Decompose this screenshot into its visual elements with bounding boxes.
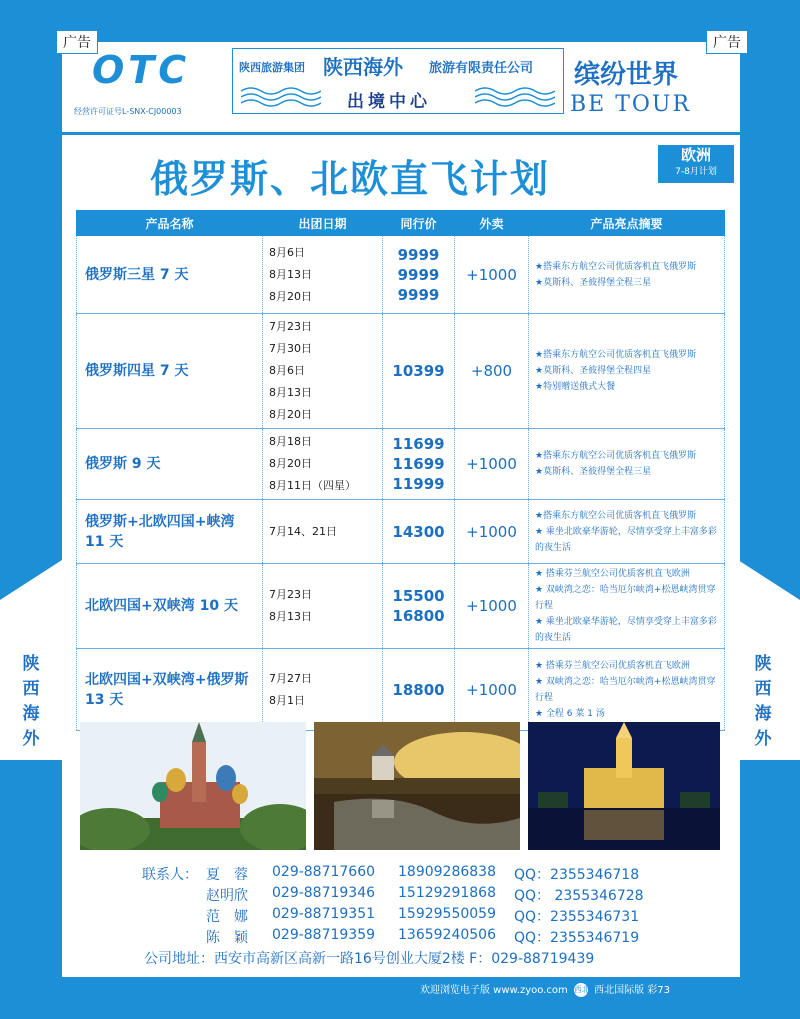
side-cut-right <box>738 560 800 600</box>
footer-page-number: 彩73 <box>647 985 671 996</box>
region-name: 欧洲 <box>680 146 711 164</box>
retail-markup: +1000 <box>455 649 529 731</box>
contact-phone: 029-88717660 <box>272 864 376 880</box>
table-row <box>77 564 725 649</box>
product-highlights: ★搭乘东方航空公司优质客机直飞俄罗斯 ★ 乘坐北欧豪华游轮，尽情享受穿上丰富多彩的夜生活 <box>529 500 725 564</box>
footer-text <box>420 981 670 997</box>
product-name: 俄罗斯三星 7 天 <box>77 236 263 314</box>
contact-mobile: 15929550059 <box>398 906 496 922</box>
group-name: 陕西旅游集团 <box>239 61 305 74</box>
photo-cathedral <box>80 722 306 850</box>
company-suffix: 旅游有限责任公司 <box>429 61 534 76</box>
trade-price: 14300 <box>383 500 455 564</box>
table-row <box>77 236 725 314</box>
be-tour-cn-logo: 缤纷世界 <box>574 60 679 90</box>
col-header-price: 同行价 <box>383 211 455 236</box>
product-highlights: ★搭乘东方航空公司优质客机直飞俄罗斯 ★莫斯科、圣彼得堡全程四星 ★特别赠送俄式大餐 <box>529 314 725 429</box>
contact-qq: QQ：2355346719 <box>514 930 640 946</box>
contact-phone: 029-88719351 <box>272 906 376 922</box>
trade-price: 15500 16800 <box>383 564 455 649</box>
be-tour-en-logo: BE TOUR <box>570 92 692 117</box>
contact-mobile: 13659240506 <box>398 927 496 943</box>
contacts <box>62 858 740 970</box>
wave-decoration-left <box>241 85 321 109</box>
contact-name: 夏 蓉 <box>206 867 248 883</box>
product-highlights: ★ 搭乘芬兰航空公司优质客机直飞欧洲 ★ 双峡湾之恋：哈当厄尔峡湾+松恩峡湾贯穿行程 ★ 全程 6 菜 1 汤 <box>529 649 725 731</box>
departure-dates: 7月23日 7月30日 8月6日 8月13日 8月20日 <box>263 314 383 429</box>
col-header-name: 产品名称 <box>77 211 263 236</box>
retail-markup: +1000 <box>455 429 529 500</box>
retail-markup: +1000 <box>455 500 529 564</box>
ad-tag-left: 广告 <box>56 30 98 54</box>
license-number: 经营许可证号L-SNX-CJ00003 <box>74 107 182 116</box>
company-address: 公司地址：西安市高新区高新一路16号创业大厦2楼 F：029-88719439 <box>144 951 595 967</box>
side-label-left: 陕 西 海 外 <box>22 654 40 749</box>
product-name: 北欧四国+双峡湾+俄罗斯 13 天 <box>77 649 263 731</box>
northwest-badge-icon: 西北 <box>574 983 588 997</box>
tour-table <box>76 210 725 731</box>
table-row <box>77 314 725 429</box>
photo-river-church <box>314 722 520 850</box>
trade-price: 11699 11699 11999 <box>383 429 455 500</box>
col-header-highlights: 产品亮点摘要 <box>529 211 725 236</box>
page-title: 俄罗斯、北欧直飞计划 <box>150 157 551 201</box>
photo-night-building <box>528 722 720 850</box>
departure-dates: 8月6日 8月13日 8月20日 <box>263 236 383 314</box>
contact-name: 赵明欣 <box>206 888 248 904</box>
contact-phone: 029-88719359 <box>272 927 376 943</box>
product-name: 俄罗斯+北欧四国+峡湾 11 天 <box>77 500 263 564</box>
footer-edition: 西北国际版 <box>594 985 645 996</box>
contact-qq: QQ：2355346731 <box>514 909 640 925</box>
departure-dates: 7月23日 8月13日 <box>263 564 383 649</box>
trade-price: 10399 <box>383 314 455 429</box>
table-row <box>77 429 725 500</box>
product-highlights: ★搭乘东方航空公司优质客机直飞俄罗斯 ★莫斯科、圣彼得堡全程三星 <box>529 236 725 314</box>
product-name: 俄罗斯四星 7 天 <box>77 314 263 429</box>
ad-tag-right: 广告 <box>706 30 748 54</box>
header <box>62 42 740 135</box>
contact-qq: QQ：2355346718 <box>514 867 640 883</box>
col-header-dates: 出团日期 <box>263 211 383 236</box>
product-name: 俄罗斯 9 天 <box>77 429 263 500</box>
retail-markup: +1000 <box>455 564 529 649</box>
footer <box>0 977 800 1019</box>
wave-decoration-right <box>475 85 555 109</box>
contact-mobile: 15129291868 <box>398 885 496 901</box>
photo-strip <box>80 722 720 850</box>
department-name: 出境中心 <box>347 92 431 112</box>
otc-logo: OTC <box>92 48 191 92</box>
table-header-row <box>77 211 725 236</box>
side-cut-left <box>0 560 62 600</box>
contacts-label: 联系人： <box>142 867 198 883</box>
table-row <box>77 649 725 731</box>
contact-name: 范 娜 <box>206 909 248 925</box>
table-row <box>77 500 725 564</box>
trade-price: 18800 <box>383 649 455 731</box>
departure-dates: 7月27日 8月1日 <box>263 649 383 731</box>
trade-price: 9999 9999 9999 <box>383 236 455 314</box>
footer-website: 欢迎浏览电子版 www.zyoo.com <box>420 985 568 996</box>
retail-markup: +1000 <box>455 236 529 314</box>
contact-mobile: 18909286838 <box>398 864 496 880</box>
contact-name: 陈 颖 <box>206 930 248 946</box>
company-banner <box>232 48 564 114</box>
departure-dates: 8月18日 8月20日 8月11日（四星） <box>263 429 383 500</box>
product-name: 北欧四国+双峡湾 10 天 <box>77 564 263 649</box>
brand-name: 陕西海外 <box>323 55 403 79</box>
contact-phone: 029-88719346 <box>272 885 376 901</box>
region-badge <box>658 145 734 183</box>
region-period: 7-8月计划 <box>675 167 717 177</box>
product-highlights: ★ 搭乘芬兰航空公司优质客机直飞欧洲 ★ 双峡湾之恋：哈当厄尔峡湾+松恩峡湾贯穿行程 ★ 乘坐北欧豪华游轮，尽情享受穿上丰富多彩的夜生活 <box>529 564 725 649</box>
contact-qq: QQ： 2355346728 <box>514 888 644 904</box>
side-label-right: 陕 西 海 外 <box>754 654 772 749</box>
retail-markup: +800 <box>455 314 529 429</box>
departure-dates: 7月14、21日 <box>263 500 383 564</box>
col-header-retail: 外卖 <box>455 211 529 236</box>
product-highlights: ★搭乘东方航空公司优质客机直飞俄罗斯 ★莫斯科、圣彼得堡全程三星 <box>529 429 725 500</box>
